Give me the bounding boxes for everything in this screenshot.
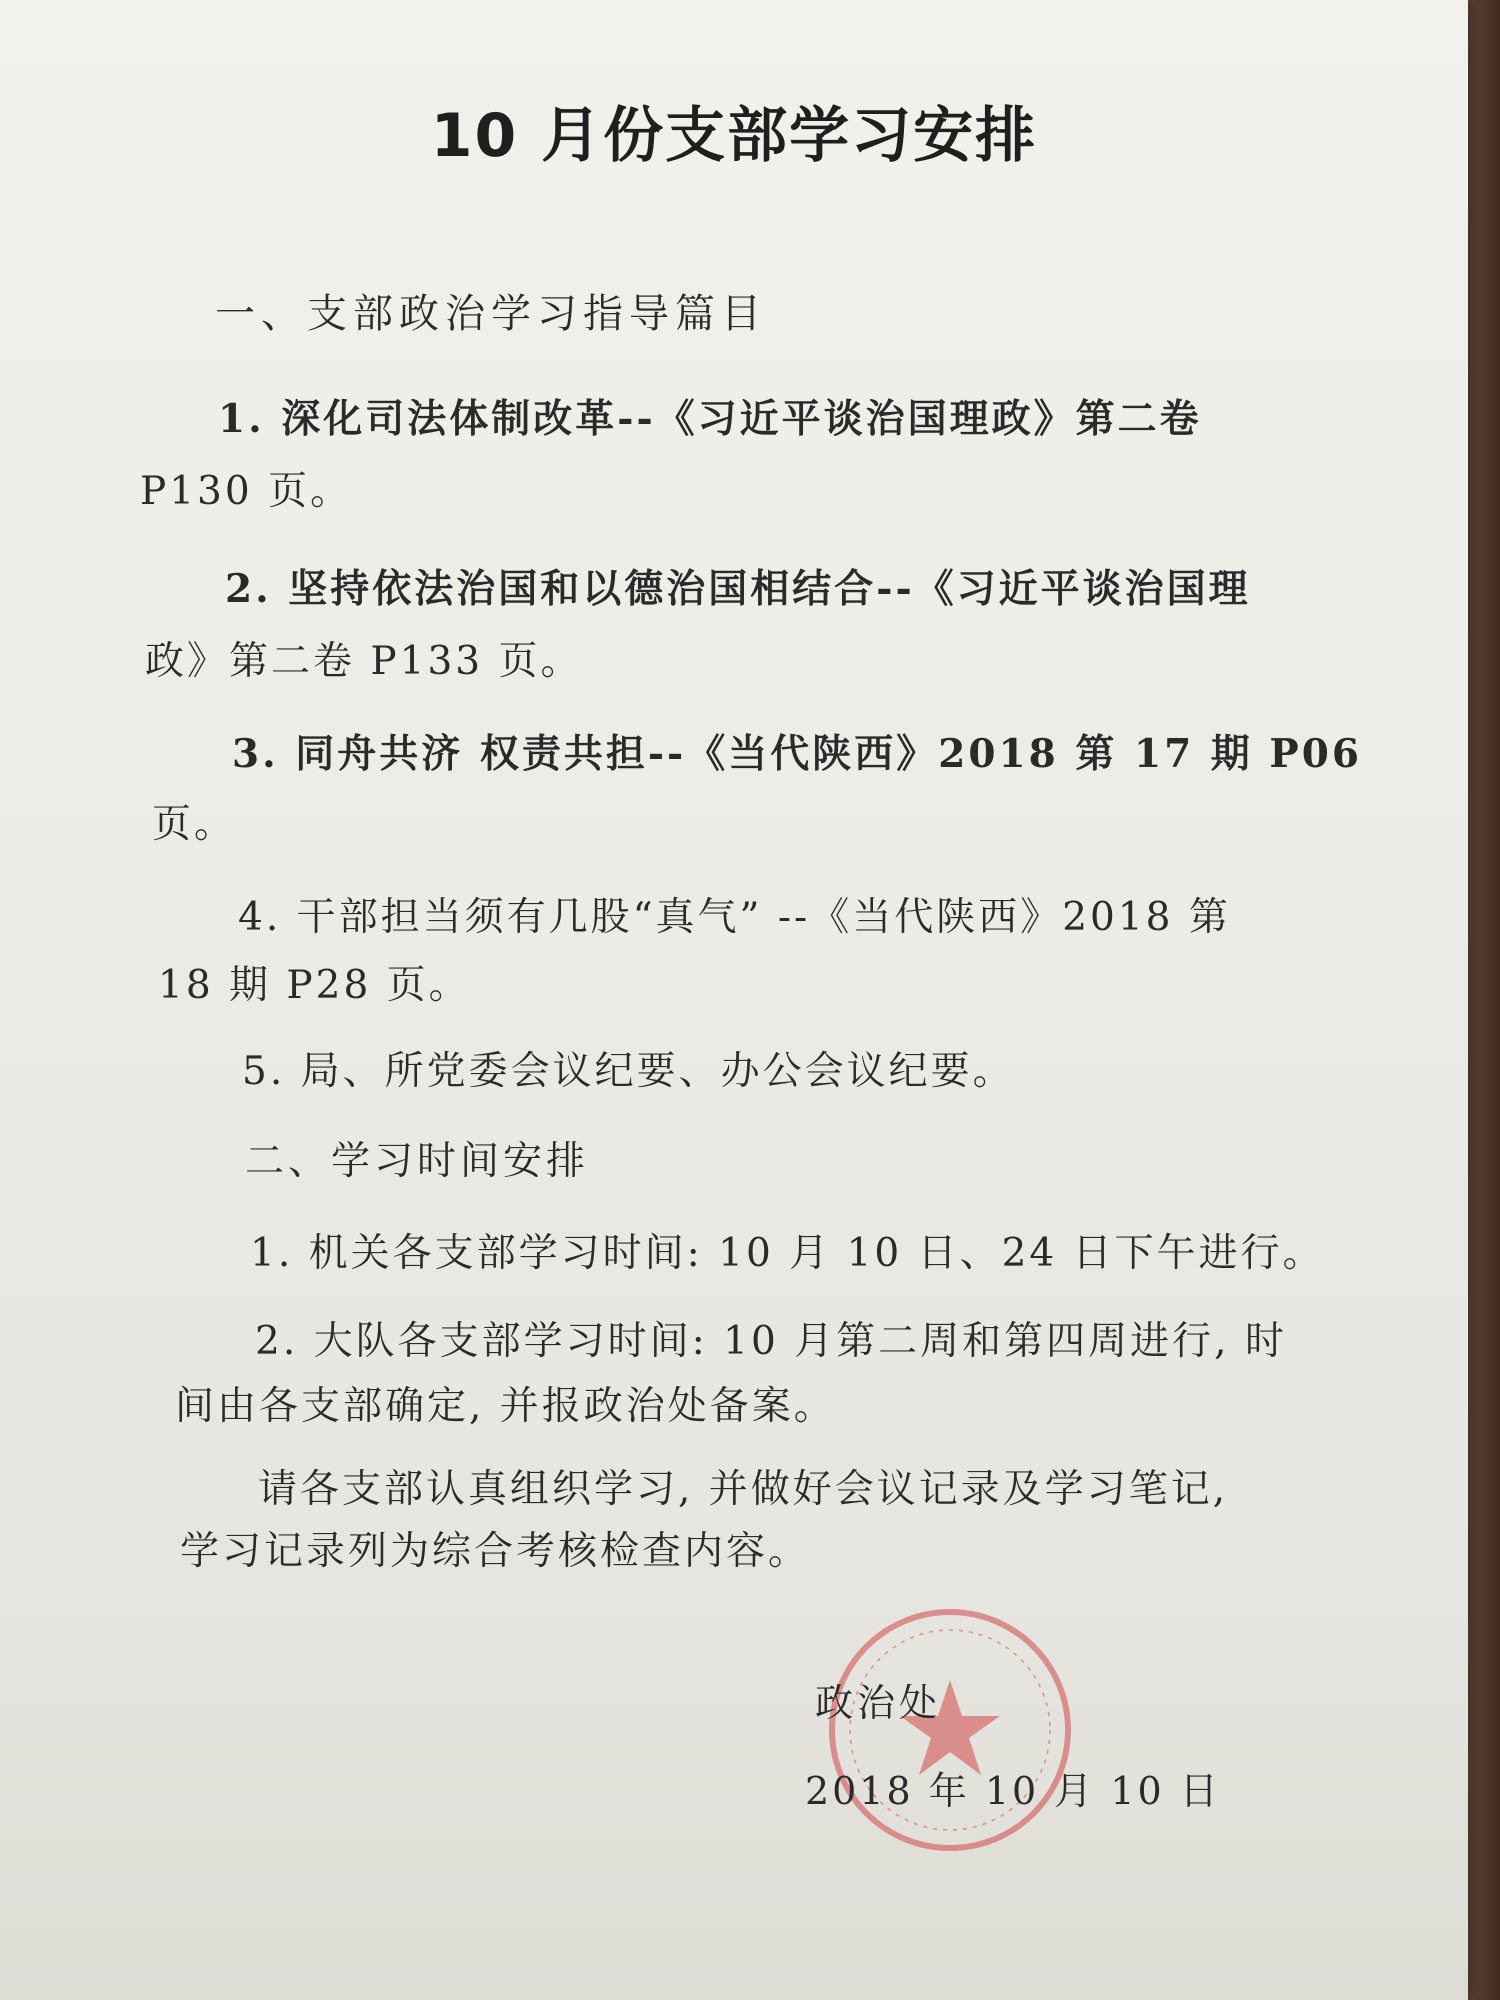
section-1-item-1-line-1: 1. 深化司法体制改革--《习近平谈治国理政》第二卷 — [218, 396, 1202, 442]
section-2-heading: 二、学习时间安排 — [245, 1139, 590, 1184]
section-1-item-4-line-1: 4. 干部担当须有几股“真气” --《当代陕西》2018 第 — [238, 895, 1231, 940]
document-title: 10 月份支部学习安排 — [430, 101, 1038, 171]
section-1-item-3-line-2: 页。 — [152, 802, 237, 847]
section-2-item-1: 1. 机关各支部学习时间: 10 月 10 日、24 日下午进行。 — [250, 1231, 1325, 1276]
closing-line-2: 学习记录列为综合考核检查内容。 — [180, 1529, 811, 1574]
signature-org: 政治处 — [815, 1681, 942, 1725]
closing-line-1: 请各支部认真组织学习, 并做好会议记录及学习笔记, — [258, 1467, 1229, 1512]
section-1-item-5: 5. 局、所党委会议纪要、办公会议纪要。 — [242, 1049, 1015, 1094]
section-1-item-1-line-2: P130 页。 — [140, 469, 353, 514]
section-1-item-3-line-1: 3. 同舟共济 权责共担--《当代陕西》2018 第 17 期 P06 — [232, 731, 1362, 777]
section-1-heading: 一、支部政治学习指导篇目 — [215, 291, 767, 337]
section-1-item-2-line-2: 政》第二卷 P133 页。 — [145, 639, 583, 684]
section-2-item-2-line-2: 间由各支部确定, 并报政治处备案。 — [175, 1384, 836, 1429]
signature-date: 2018 年 10 月 10 日 — [805, 1769, 1221, 1813]
official-stamp — [820, 1600, 1080, 1860]
section-2-item-2-line-1: 2. 大队各支部学习时间: 10 月第二周和第四周进行, 时 — [255, 1319, 1287, 1364]
section-1-item-4-line-2: 18 期 P28 页。 — [158, 963, 471, 1008]
section-1-item-2-line-1: 2. 坚持依法治国和以德治国相结合--《习近平谈治国理 — [225, 566, 1251, 612]
